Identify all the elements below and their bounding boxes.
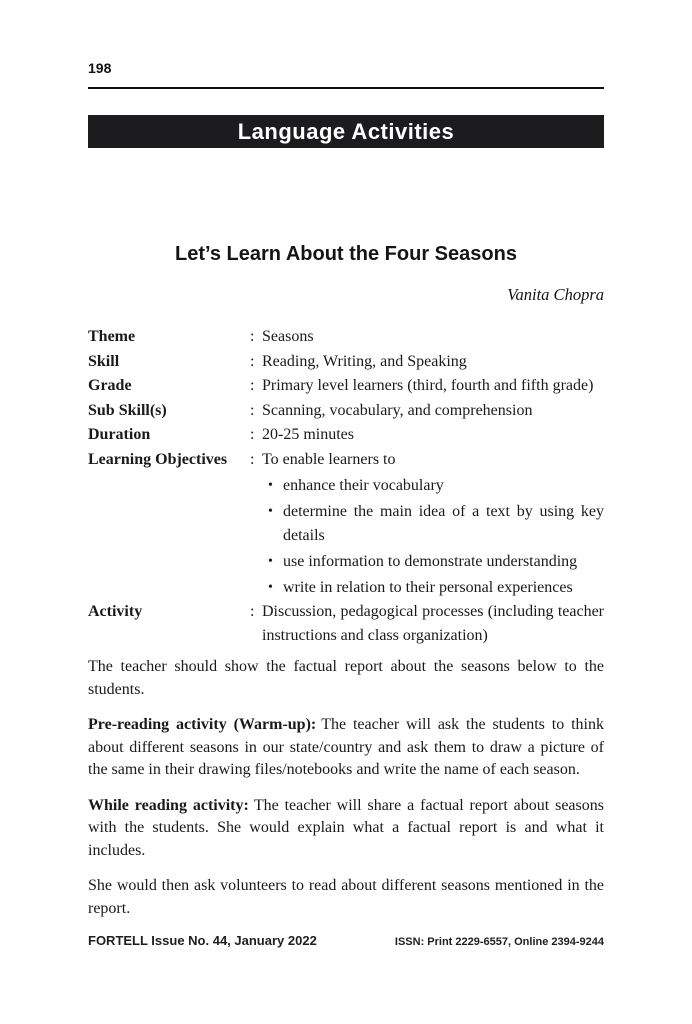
objective-text: write in relation to their personal experiences [283,578,573,596]
body-paragraph [88,795,604,863]
author-name: Vanita Chopra [507,285,604,304]
paragraph-text: The teacher should show the factual report about the seasons below to the students. [88,658,604,698]
bullet-icon: • [268,504,273,519]
meta-label-sub-skills: Sub Skill(s) [88,401,167,419]
meta-value-learning-objectives [262,448,604,600]
meta-separator: : [250,401,255,419]
meta-value-activity: Discussion, pedagogical processes (including teacher instructions and class organization) [262,603,604,644]
bullet-icon: • [268,579,273,595]
objectives-list [262,474,604,599]
paragraph-lead: Pre-reading activity (Warm-up): [88,716,317,733]
paragraph-text: The teacher will share a factual report about seasons with the students. She would explain what a factual report is and what it includes. [88,796,604,859]
meta-row-grade [88,374,604,398]
meta-label-activity: Activity [88,603,143,620]
footer-issue-info: FORTELL Issue No. 44, January 2022 [88,933,317,948]
body-paragraph [88,714,604,782]
meta-row-activity [88,600,604,647]
objective-text: enhance their vocabulary [283,477,444,494]
objective-text: determine the main idea of a text by using key details [283,503,604,544]
page-content [88,60,604,933]
page-footer [88,933,604,948]
paragraph-text: The teacher will ask the students to think about different seasons in our state/country and ask them to draw a picture of the same in their drawing files/notebooks and write the name of each season. [88,716,604,778]
objectives-intro: To enable learners to [262,450,396,468]
paragraph-text: She would then ask volunteers to read about different seasons mentioned in the report. [88,877,604,917]
meta-label-learning-objectives: Learning Objectives [88,450,228,468]
meta-label-skill: Skill [88,352,120,370]
footer-issn-info: ISSN: Print 2229-6557, Online 2394-9244 [394,936,604,948]
meta-row-theme [88,325,604,349]
meta-separator: : [250,352,255,370]
body-text [88,656,604,920]
meta-label-grade: Grade [88,377,132,394]
meta-list [88,325,604,647]
meta-separator: : [250,603,255,620]
meta-value-duration: 20-25 minutes [262,426,354,443]
meta-value-grade: Primary level learners (third, fourth and fifth grade) [262,377,594,394]
meta-row-learning-objectives [88,448,604,600]
objective-bullet [262,576,604,600]
bullet-icon: • [268,478,273,493]
section-banner-title: Language Activities [237,118,455,144]
meta-separator: : [250,426,255,443]
meta-value-theme: Seasons [262,328,314,345]
objective-bullet [262,474,604,498]
objective-bullet [262,550,604,574]
meta-separator: : [250,328,255,345]
section-banner [88,115,604,148]
meta-row-sub-skills [88,399,604,423]
bullet-icon: • [268,553,273,569]
article-title: Let’s Learn About the Four Seasons [175,243,517,265]
meta-row-skill [88,350,604,374]
body-paragraph [88,656,604,701]
meta-value-sub-skills: Scanning, vocabulary, and comprehension [262,401,533,419]
objective-bullet [262,500,604,547]
page-number: 198 [88,60,112,76]
objective-text: use information to demonstrate understanding [283,552,578,570]
body-paragraph [88,875,604,920]
paragraph-lead: While reading activity: [88,796,249,814]
meta-value-skill: Reading, Writing, and Speaking [262,352,467,370]
meta-label-theme: Theme [88,328,136,345]
meta-label-duration: Duration [88,426,151,443]
meta-row-duration [88,423,604,447]
header-rule [88,87,604,89]
meta-separator: : [250,450,255,468]
meta-separator: : [250,377,255,394]
